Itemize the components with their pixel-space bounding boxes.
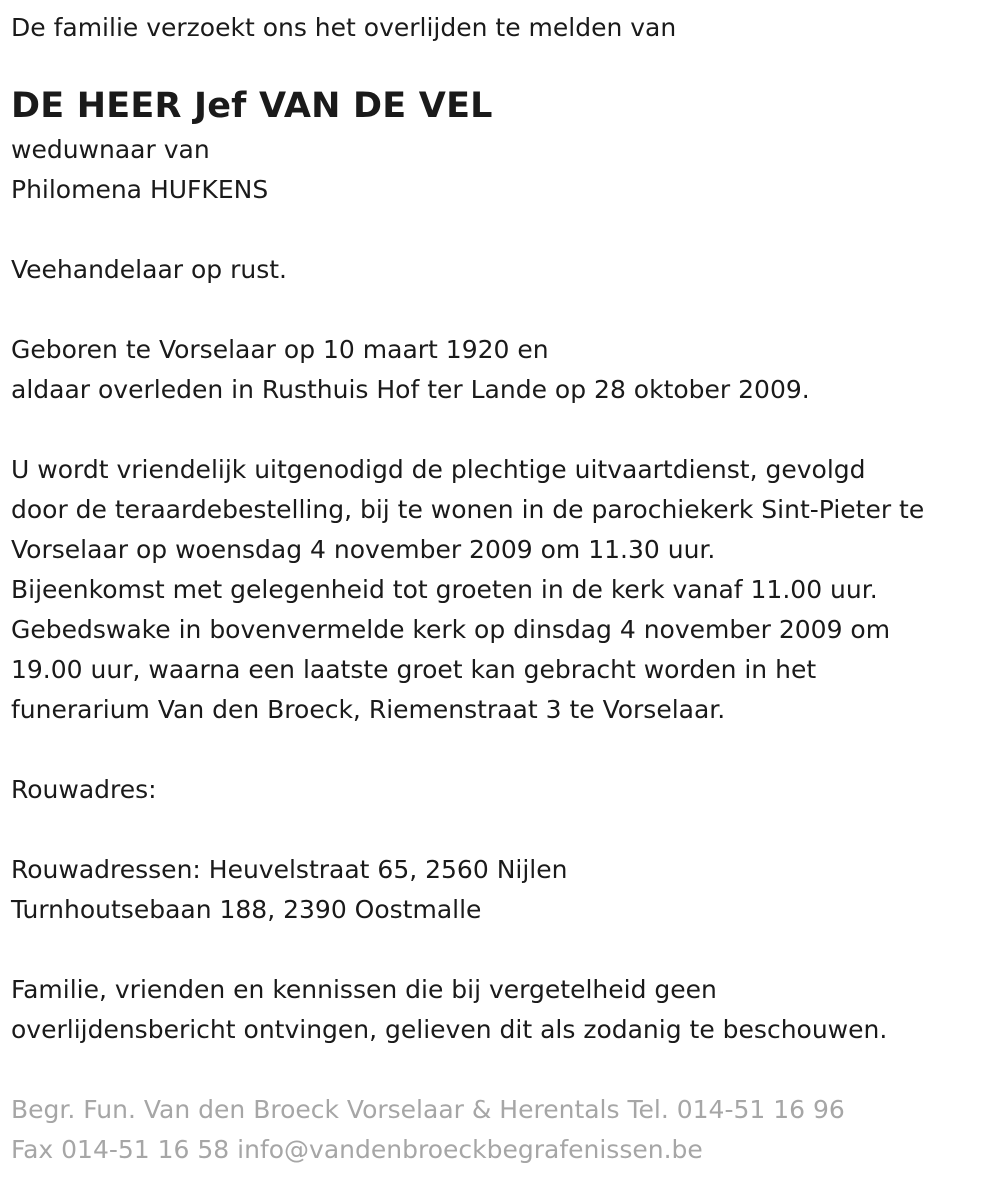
intro-text: De familie verzoekt ons het overlijden te melden van [11, 13, 677, 42]
birth-line: Geboren te Vorselaar op 10 maart 1920 en [11, 335, 549, 364]
occupation-text: Veehandelaar op rust. [11, 255, 288, 284]
funeral-line: door de teraardebestelling, bij te wonen in de parochiekerk Sint-Pieter te [11, 495, 925, 524]
footer-email-line: Fax 014-51 16 58 info@vandenbroeckbegrafenissen.be [11, 1135, 703, 1164]
footer-contact-line: Begr. Fun. Van den Broeck Vorselaar & Herentals Tel. 014-51 16 96 [11, 1095, 845, 1124]
spacer [11, 1050, 1000, 1090]
deceased-name: DE HEER Jef VAN DE VEL [11, 86, 493, 126]
spacer [11, 48, 1000, 84]
spacer [11, 810, 1000, 850]
funeral-line: Gebedswake in bovenvermelde kerk op dinsdag 4 november 2009 om [11, 615, 891, 644]
funeral-line: 19.00 uur, waarna een laatste groet kan gebracht worden in het [11, 655, 817, 684]
funeral-line: Bijeenkomst met gelegenheid tot groeten in de kerk vanaf 11.00 uur. [11, 575, 878, 604]
spouse-name: Philomena HUFKENS [11, 175, 269, 204]
funeral-home-footer [11, 1090, 1000, 1170]
spacer [11, 930, 1000, 970]
address-line: Turnhoutsebaan 188, 2390 Oostmalle [11, 895, 482, 924]
closing-line: Familie, vrienden en kennissen die bij vergetelheid geen [11, 975, 717, 1004]
funeral-line: U wordt vriendelijk uitgenodigd de plechtige uitvaartdienst, gevolgd [11, 455, 866, 484]
spacer [11, 210, 1000, 250]
relation-text: weduwnaar van [11, 135, 210, 164]
spacer [11, 290, 1000, 330]
address-line: Rouwadressen: Heuvelstraat 65, 2560 Nijlen [11, 855, 568, 884]
closing-line: overlijdensbericht ontvingen, gelieven dit als zodanig te beschouwen. [11, 1015, 888, 1044]
funeral-line: funerarium Van den Broeck, Riemenstraat 3 te Vorselaar. [11, 695, 726, 724]
funeral-line: Vorselaar op woensdag 4 november 2009 om 11.30 uur. [11, 535, 716, 564]
spacer [11, 730, 1000, 770]
spacer [11, 410, 1000, 450]
death-line: aldaar overleden in Rusthuis Hof ter Lande op 28 oktober 2009. [11, 375, 810, 404]
rouwadres-label: Rouwadres: [11, 775, 157, 804]
